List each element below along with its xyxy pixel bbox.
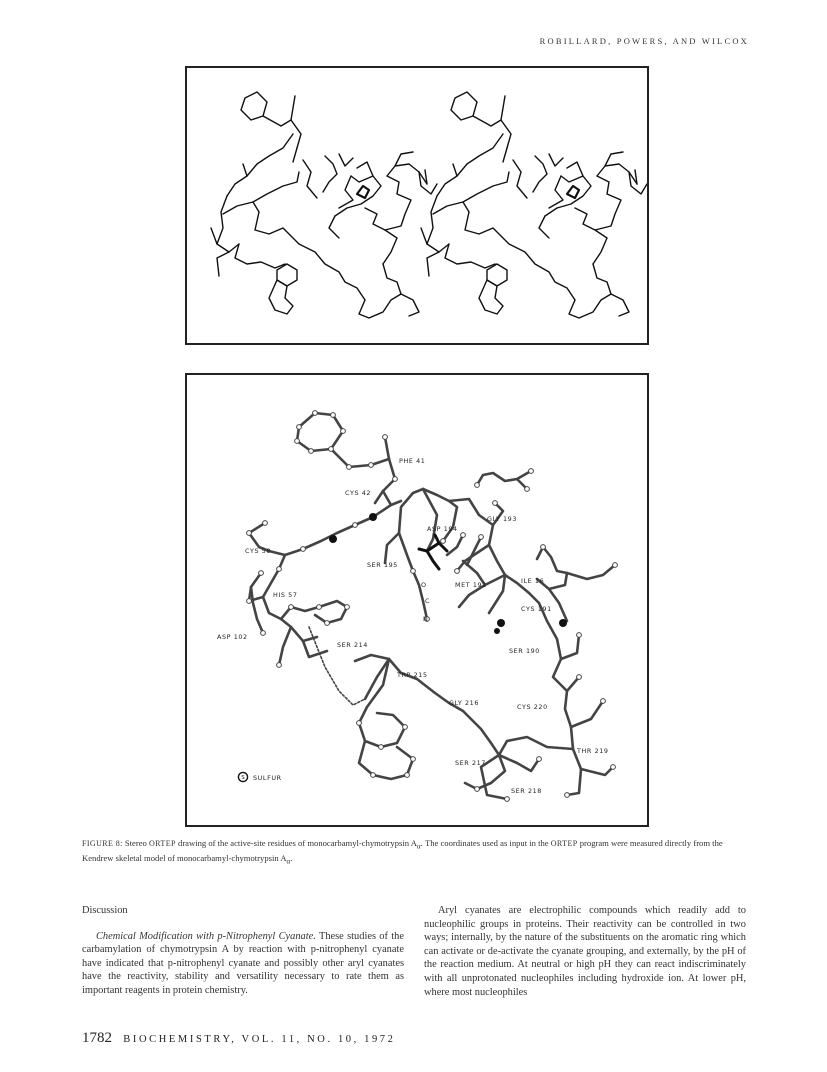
stereo-drawing [187, 68, 647, 343]
caption-sub: α [416, 842, 421, 851]
residue-label: CYS 58 [245, 547, 272, 555]
trp-ring-a [277, 264, 297, 286]
residue-label: SER 218 [511, 787, 542, 795]
caption-part1: Stereo [124, 838, 147, 848]
caption-part2: drawing of the active-site residues of monocarbamyl-chymotrypsin A [178, 838, 417, 848]
sulfur-legend-label: SULFUR [253, 774, 282, 782]
sulfur-legend-glyph: S [241, 775, 245, 782]
caption-ortep-2: ORTEP [550, 839, 578, 848]
residue-label: TRP 215 [397, 671, 428, 679]
atom-circles [247, 411, 618, 802]
residue-label: N [423, 615, 429, 623]
residue-label: PHE 41 [399, 457, 426, 465]
residue-label: CYS 220 [517, 703, 548, 711]
page-footer [82, 1030, 396, 1047]
right-column [424, 904, 746, 999]
journal-citation: BIOCHEMISTRY, VOL. 11, NO. 10, 1972 [123, 1034, 396, 1045]
page-number: 1782 [82, 1030, 112, 1046]
paragraph-title: Chemical Modification with p-Nitrophenyl Cyanate. [96, 930, 316, 942]
stereo-right-view [421, 92, 647, 318]
residue-label: SER 217 [455, 759, 486, 767]
residue-label: C [425, 597, 431, 605]
residue-label: SER 195 [367, 561, 398, 569]
stereo-figure [185, 66, 649, 345]
caption-ortep: ORTEP [149, 839, 176, 848]
residue-label: THR 219 [577, 747, 609, 755]
section-heading: Discussion [82, 905, 128, 916]
residue-label: ASP 194 [427, 525, 458, 533]
residue-label: MET 192 [455, 581, 487, 589]
active-site-drawing [187, 375, 647, 825]
labeled-figure [185, 373, 649, 827]
residue-label: GLY 193 [487, 515, 517, 523]
caption-label: FIGURE 8: [82, 839, 123, 848]
figure-caption [82, 838, 748, 868]
caption-part3: . The coordinates used as input in the [420, 838, 549, 848]
residue-label: SER 214 [337, 641, 368, 649]
stereo-left-view [211, 92, 437, 318]
caption-part4: program were measured directly from the Kendrew skeletal model of monocarbamyl-chymotrypsin A [82, 838, 723, 864]
caption-end: . [290, 853, 293, 864]
residue-label: CYS 42 [345, 489, 372, 497]
right-paragraph: Aryl cyanates are electrophilic compounds which readily add to nucleophilic groups in proteins. Their reactivity can be controlled in two ways; internally, by the nature of the substituents on the aromatic ring which can activate or de-activate the cyanate grouping, and externally, by the pH of the reaction medium. At neutral or high pH they can react indiscriminately with all unprotonated nucleophiles including hydroxide ion. At lower pH, where most nucleophiles [424, 905, 746, 998]
bond-network [249, 413, 615, 799]
caption-sub-2: α [286, 857, 291, 866]
residue-label: ASP 102 [217, 633, 248, 641]
residue-label: GLY 216 [449, 699, 479, 707]
running-head: ROBILLARD, POWERS, AND WILCOX [539, 36, 749, 46]
phe-ring [297, 413, 343, 451]
residue-label: CYS 191 [521, 605, 552, 613]
residue-label: O [421, 581, 427, 589]
paragraph-text: These studies of the carbamylation of chymotrypsin A by reaction with p-nitrophenyl cyanate have indicated that p-nitrophenyl cyanate and possibly other aryl cyanates have the reactivity, stability and versatility necessary to rate them as important reagents in protein chemistry. [82, 930, 404, 996]
residue-label: HIS 57 [273, 591, 298, 599]
left-column [82, 904, 404, 998]
residue-label: SER 190 [509, 647, 540, 655]
residue-label: ILE 16 [521, 577, 545, 585]
sulfur-legend [238, 772, 281, 782]
left-paragraph [82, 930, 404, 998]
